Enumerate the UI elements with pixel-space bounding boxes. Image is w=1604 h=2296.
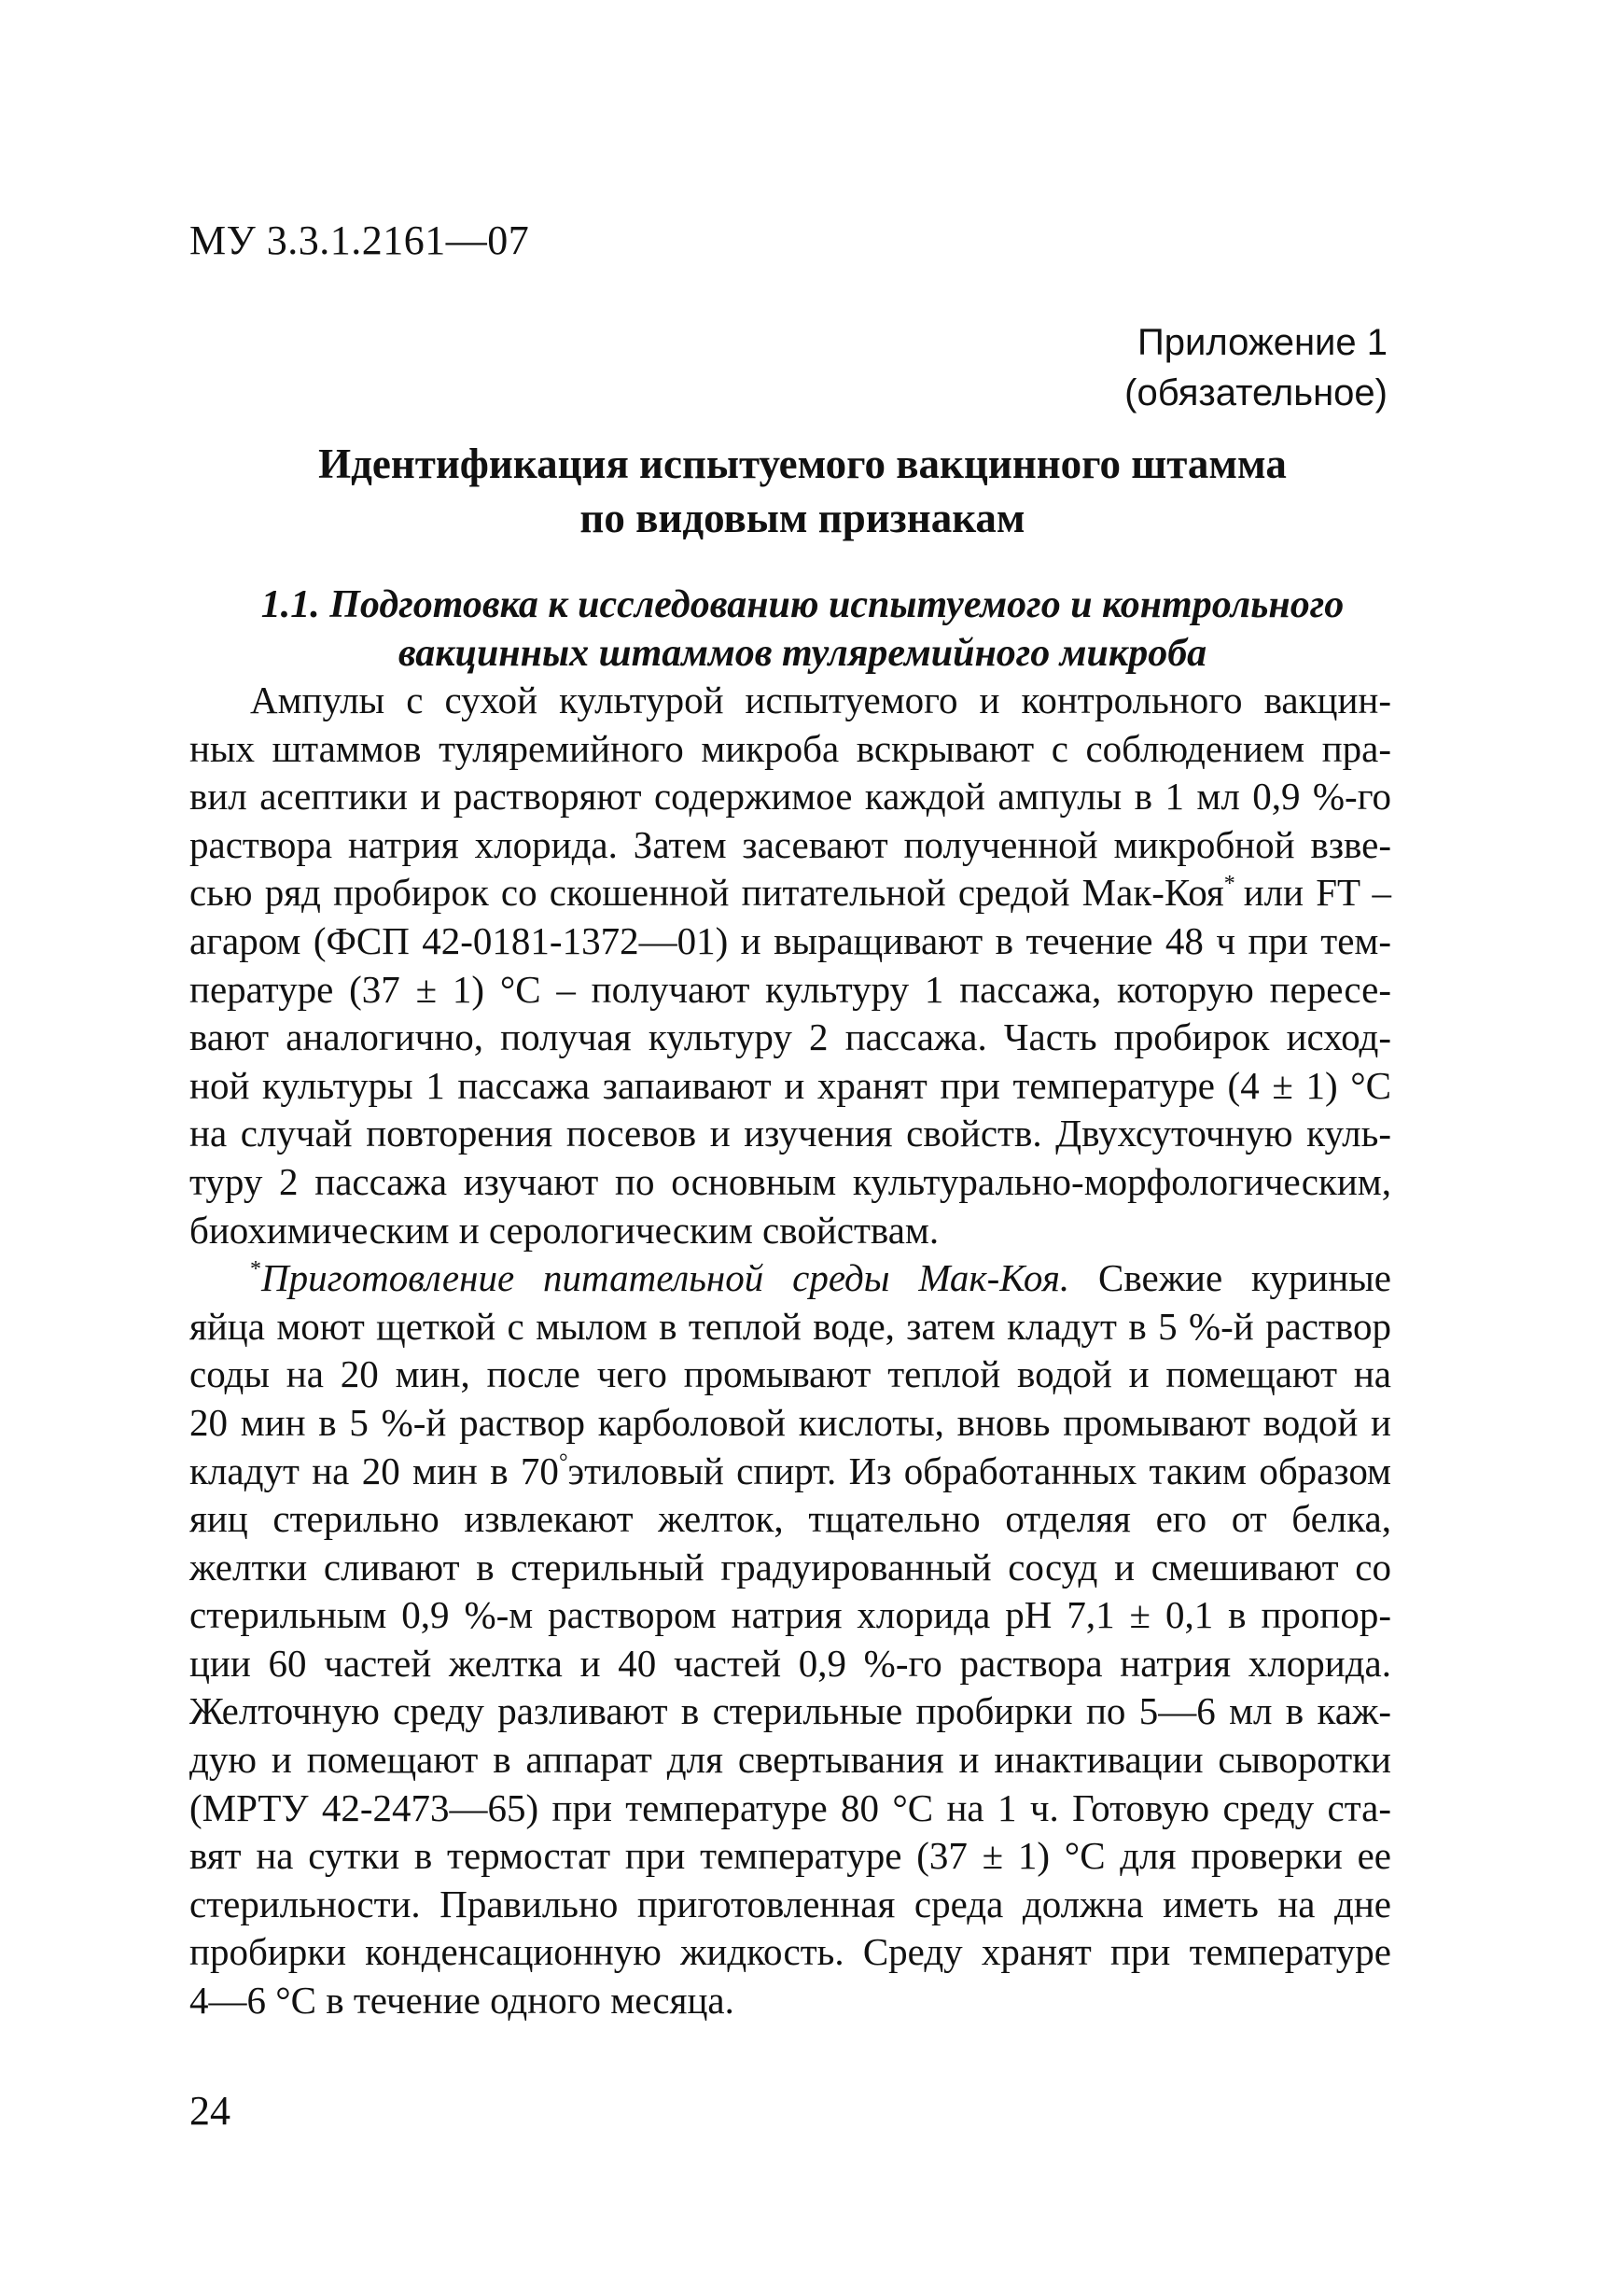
paragraph-line: вят на сутки в термостат при температуре (37 ± 1) °С для проверки ее <box>189 1834 1391 1878</box>
paragraph-line: соды на 20 мин, после чего промывают теплой водой и помещают на <box>189 1352 1391 1396</box>
footnote-marker: * <box>1223 872 1244 897</box>
section-heading-line-2: вакцинных штаммов туляремийного микроба <box>398 632 1207 675</box>
paragraph-line: пробирки конденсационную жидкость. Среду хранят при температуре <box>189 1930 1391 1974</box>
paragraph-line: Ампулы с сухой культурой испытуемого и контрольного вакцин- <box>250 679 1391 721</box>
body-text <box>189 677 1391 2025</box>
page-title <box>187 437 1418 545</box>
paragraph-line: биохимическим и серологическим свойствам. <box>189 1208 940 1252</box>
degree-sign: ° <box>558 1449 568 1475</box>
appendix-label <box>1124 317 1388 418</box>
paragraph-line: вают аналогично, получая культуру 2 пассажа. Часть пробирок исход- <box>189 1015 1391 1059</box>
paragraph-text: этиловый спирт. Из обработанных таким образом <box>567 1449 1392 1492</box>
footnote-lead: Приготовление питательной среды Мак-Коя. <box>261 1256 1070 1300</box>
page-number: 24 <box>189 2088 230 2134</box>
paragraph-line: (МРТУ 42-2473—65) при температуре 80 °С на 1 ч. Готовую среду ста- <box>189 1785 1391 1829</box>
paragraph-line: желтки сливают в стерильный градуированный сосуд и смешивают со <box>189 1545 1391 1589</box>
paragraph-line: 20 мин в 5 %-й раствор карболовой кислоты, вновь промывают водой и <box>189 1400 1391 1444</box>
paragraph-line: 4—6 °С в течение одного месяца. <box>189 1979 734 2023</box>
paragraph-line: туру 2 пассажа изучают по основным культурально-морфологическим, <box>189 1159 1391 1203</box>
paragraph-text: кладут на 20 мин в 70 <box>189 1449 559 1492</box>
paragraph-text: сью ряд пробирок со скошенной питательной средой Мак-Коя <box>189 871 1224 915</box>
footnote-marker: * <box>250 1257 261 1282</box>
paragraph-line: на случай повторения посевов и изучения свойств. Двухсуточную куль- <box>189 1112 1391 1155</box>
paragraph-line: агаром (ФСП 42-0181-1372—01) и выращивают в течение 48 ч при тем- <box>189 918 1391 962</box>
document-code: МУ 3.3.1.2161—07 <box>189 217 530 263</box>
paragraph-line: Желточную среду разливают в стерильные пробирки по 5—6 мл в каж- <box>189 1689 1391 1733</box>
paragraph-text: Свежие куриные <box>1069 1256 1391 1300</box>
title-line-2: по видовым признакам <box>579 495 1025 541</box>
paragraph-line: пературе (37 ± 1) °С – получают культуру 1 пассажа, которую пересе- <box>189 967 1391 1011</box>
paragraph-line: яйца моют щеткой с мылом в теплой воде, затем кладут в 5 %-й раствор <box>189 1304 1391 1348</box>
paragraph-line: стерильным 0,9 %-м раствором натрия хлорида рН 7,1 ± 0,1 в пропор- <box>189 1593 1391 1637</box>
section-heading <box>187 581 1418 678</box>
section-heading-line-1: 1.1. Подготовка к исследованию испытуемого и контрольного <box>260 583 1345 626</box>
paragraph-line: вил асептики и растворяют содержимое каждой ампулы в 1 мл 0,9 %-го <box>189 775 1391 819</box>
paragraph-line: ции 60 частей желтка и 40 частей 0,9 %-го раствора натрия хлорида. <box>189 1641 1391 1685</box>
paragraph-text: или FT – <box>1243 871 1392 915</box>
paragraph-line <box>189 869 1391 917</box>
paragraph-line: яиц стерильно извлекают желток, тщательно отделяя его от белка, <box>189 1497 1391 1541</box>
appendix-number: Приложение 1 <box>1137 322 1388 363</box>
paragraph-line: раствора натрия хлорида. Затем засевают полученной микробной взве- <box>189 822 1391 866</box>
paragraph-line: ных штаммов туляремийного микроба вскрывают с соблюдением пра- <box>189 726 1391 770</box>
title-line-1: Идентификация испытуемого вакцинного штамма <box>318 441 1287 487</box>
paragraph-line: стерильности. Правильно приготовленная среда должна иметь на дне <box>189 1882 1391 1925</box>
appendix-status: (обязательное) <box>1124 372 1388 413</box>
paragraph-line <box>189 1448 1391 1496</box>
paragraph-line: дую и помещают в аппарат для свертывания и инактивации сыворотки <box>189 1738 1391 1782</box>
footnote-first-line <box>189 1254 1391 1303</box>
paragraph-line: ной культуры 1 пассажа запаивают и хранят при температуре (4 ± 1) °С <box>189 1063 1391 1107</box>
